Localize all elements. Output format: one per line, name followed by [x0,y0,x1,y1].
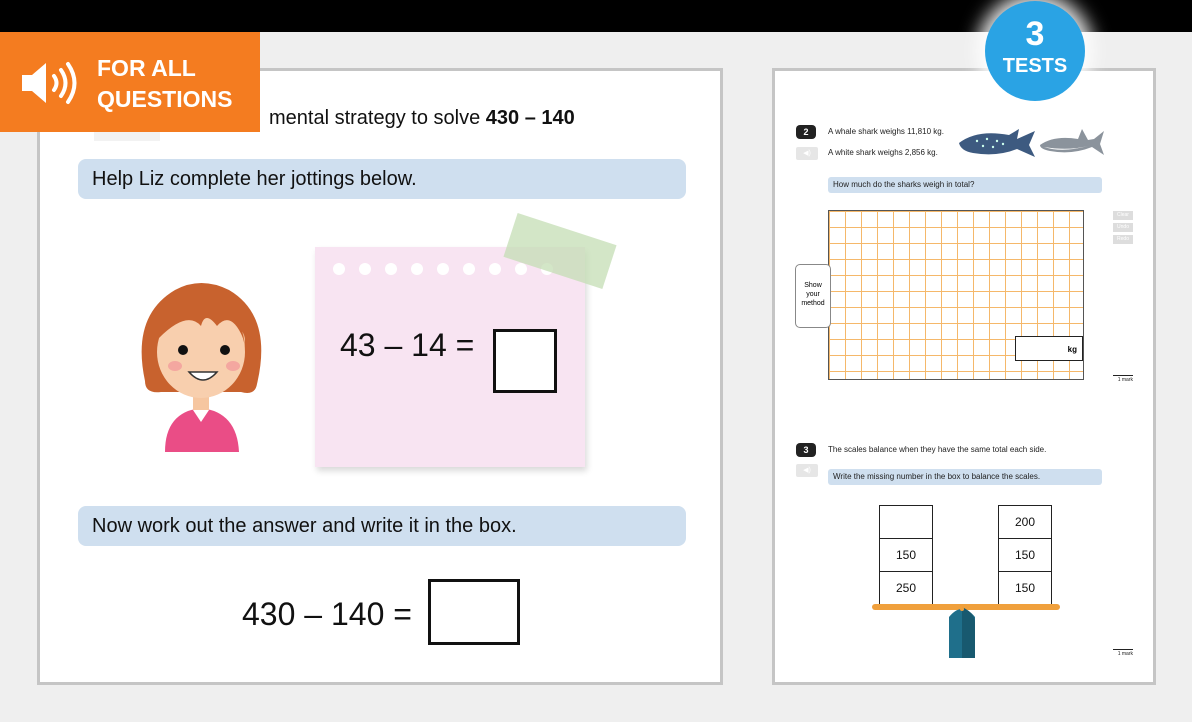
q3-mark-label: 1 mark [1113,649,1133,657]
jotting-answer-box[interactable] [493,329,557,393]
main-equation: 430 – 140 = [242,596,412,632]
instruction-answer: Now work out the answer and write it in the box. [78,506,686,546]
q2-whale-shark-text: A whale shark weighs 11,810 kg. [828,127,944,136]
speaker-icon [20,60,80,106]
show-method-button[interactable]: Show your method [795,264,831,328]
scale-left-block: 150 [879,538,933,572]
question-prefix: mental strategy to solve [269,107,486,129]
question-2-audio-button[interactable]: ◀) [796,147,818,160]
scale-right-block: 200 [998,505,1052,539]
white-shark-illustration [1038,129,1106,157]
scale-right-block: 150 [998,538,1052,572]
redo-button[interactable]: Redo [1113,235,1133,244]
q2-answer-box[interactable]: kg [1015,336,1083,361]
tests-label: TESTS [1002,55,1068,77]
question-3-audio-button[interactable]: ◀) [796,464,818,477]
tests-count: 3 [1025,15,1045,53]
jotting-equation: 43 – 14 = [340,327,475,363]
instruction-jottings: Help Liz complete her jottings below. [78,159,686,199]
tests-badge [985,1,1085,101]
whale-shark-illustration [957,125,1037,159]
scale-right-block: 150 [998,571,1052,605]
audio-banner-label: FOR ALL QUESTIONS [97,55,233,112]
q2-mark-label: 1 mark [1113,375,1133,383]
question-page-right [772,68,1156,685]
girl-liz-illustration [135,276,267,454]
audio-for-all-questions-button[interactable] [0,32,260,132]
scale-pivot [945,603,979,658]
note-holes [333,263,553,275]
undo-button[interactable]: Undo [1113,223,1133,232]
q3-instruction: Write the missing number in the box to balance the scales. [828,469,1102,485]
main-answer-box[interactable] [428,579,520,645]
scale-left-block: 250 [879,571,933,605]
q2-white-shark-text: A white shark weighs 2,856 kg. [828,148,938,157]
question-expression: 430 – 140 [485,107,575,129]
clear-button[interactable]: Clear [1113,211,1133,220]
question-text [269,107,575,130]
q3-text: The scales balance when they have the same total each side. [828,445,1047,454]
question-3-number: 3 [796,443,816,457]
q2-instruction: How much do the sharks weigh in total? [828,177,1102,193]
question-2-number: 2 [796,125,816,139]
question-page-left [37,68,723,685]
scale-missing-number-box[interactable] [879,505,933,539]
